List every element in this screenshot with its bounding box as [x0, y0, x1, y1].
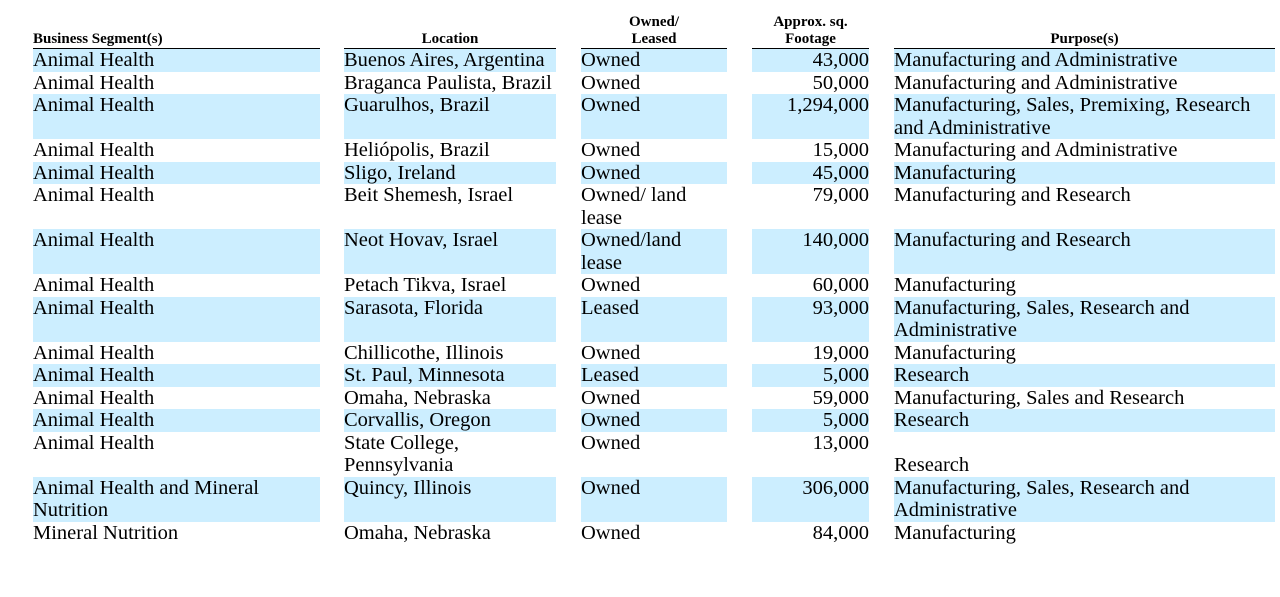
cell-purpose: Manufacturing, Sales, Research and Administrative	[894, 297, 1275, 342]
cell-purpose: Research	[894, 409, 1275, 432]
cell-owned-leased: Owned	[581, 72, 727, 95]
table-row	[33, 297, 1275, 342]
table-row	[33, 409, 1275, 432]
cell-segment: Animal Health	[33, 297, 320, 342]
header-sq-footage: Approx. sq. Footage	[752, 14, 869, 49]
cell-location: St. Paul, Minnesota	[344, 364, 556, 387]
cell-segment: Animal Health	[33, 387, 320, 410]
cell-owned-leased: Owned	[581, 94, 727, 139]
cell-location: Omaha, Nebraska	[344, 387, 556, 410]
cell-location: Sligo, Ireland	[344, 162, 556, 185]
header-segment: Business Segment(s)	[33, 14, 320, 49]
cell-sq-footage: 13,000	[752, 432, 869, 477]
table-row	[33, 477, 1275, 522]
cell-segment: Animal Health	[33, 162, 320, 185]
cell-owned-leased: Owned	[581, 409, 727, 432]
cell-purpose: Manufacturing	[894, 162, 1275, 185]
table-row	[33, 432, 1275, 477]
cell-sq-footage: 59,000	[752, 387, 869, 410]
cell-owned-leased: Owned	[581, 49, 727, 72]
cell-segment: Animal Health	[33, 229, 320, 274]
cell-location: Guarulhos, Brazil	[344, 94, 556, 139]
cell-segment: Animal Health	[33, 49, 320, 72]
cell-sq-footage: 19,000	[752, 342, 869, 365]
table-row	[33, 72, 1275, 95]
header-owned-leased: Owned/ Leased	[581, 14, 727, 49]
table-header-row	[33, 14, 1275, 49]
table-row	[33, 229, 1275, 274]
cell-sq-footage: 84,000	[752, 522, 869, 545]
table-row	[33, 342, 1275, 365]
cell-location: Corvallis, Oregon	[344, 409, 556, 432]
cell-purpose: Manufacturing	[894, 274, 1275, 297]
table-row	[33, 184, 1275, 229]
cell-purpose: Manufacturing, Sales, Research and Administrative	[894, 477, 1275, 522]
cell-purpose: Manufacturing and Administrative	[894, 49, 1275, 72]
cell-sq-footage: 306,000	[752, 477, 869, 522]
cell-owned-leased: Leased	[581, 297, 727, 342]
cell-owned-leased: Owned/land lease	[581, 229, 727, 274]
cell-sq-footage: 15,000	[752, 139, 869, 162]
cell-sq-footage: 79,000	[752, 184, 869, 229]
cell-purpose: Manufacturing and Research	[894, 184, 1275, 229]
cell-owned-leased: Owned/ land lease	[581, 184, 727, 229]
cell-segment: Animal Health	[33, 409, 320, 432]
cell-owned-leased: Owned	[581, 387, 727, 410]
cell-location: Beit Shemesh, Israel	[344, 184, 556, 229]
cell-segment: Animal Health	[33, 342, 320, 365]
cell-purpose: Manufacturing	[894, 342, 1275, 365]
table-row	[33, 522, 1275, 545]
cell-purpose: Manufacturing and Administrative	[894, 72, 1275, 95]
table-row	[33, 94, 1275, 139]
cell-location: Heliópolis, Brazil	[344, 139, 556, 162]
cell-sq-footage: 93,000	[752, 297, 869, 342]
table-row	[33, 162, 1275, 185]
header-purpose: Purpose(s)	[894, 14, 1275, 49]
cell-location: Quincy, Illinois	[344, 477, 556, 522]
header-location: Location	[344, 14, 556, 49]
cell-segment: Mineral Nutrition	[33, 522, 320, 545]
cell-segment: Animal Health	[33, 364, 320, 387]
cell-location: Chillicothe, Illinois	[344, 342, 556, 365]
cell-owned-leased: Owned	[581, 342, 727, 365]
cell-location: Buenos Aires, Argentina	[344, 49, 556, 72]
cell-location: Braganca Paulista, Brazil	[344, 72, 556, 95]
cell-sq-footage: 5,000	[752, 409, 869, 432]
cell-segment: Animal Health	[33, 184, 320, 229]
cell-segment: Animal Health and Mineral Nutrition	[33, 477, 320, 522]
cell-purpose: Research	[894, 364, 1275, 387]
cell-owned-leased: Owned	[581, 274, 727, 297]
cell-location: Omaha, Nebraska	[344, 522, 556, 545]
cell-purpose: Manufacturing	[894, 522, 1275, 545]
properties-table	[33, 14, 1275, 544]
table-row	[33, 387, 1275, 410]
cell-sq-footage: 5,000	[752, 364, 869, 387]
table-row	[33, 274, 1275, 297]
table-row	[33, 364, 1275, 387]
cell-segment: Animal Health	[33, 432, 320, 477]
cell-owned-leased: Owned	[581, 522, 727, 545]
table-row	[33, 49, 1275, 72]
cell-owned-leased: Owned	[581, 162, 727, 185]
cell-sq-footage: 43,000	[752, 49, 869, 72]
cell-sq-footage: 1,294,000	[752, 94, 869, 139]
cell-owned-leased: Leased	[581, 364, 727, 387]
cell-sq-footage: 45,000	[752, 162, 869, 185]
cell-location: Petach Tikva, Israel	[344, 274, 556, 297]
cell-sq-footage: 50,000	[752, 72, 869, 95]
cell-segment: Animal Health	[33, 94, 320, 139]
cell-sq-footage: 140,000	[752, 229, 869, 274]
cell-segment: Animal Health	[33, 139, 320, 162]
cell-location: Sarasota, Florida	[344, 297, 556, 342]
table-row	[33, 139, 1275, 162]
cell-purpose: Manufacturing and Research	[894, 229, 1275, 274]
cell-purpose: Research	[894, 432, 1275, 477]
cell-location: State College, Pennsylvania	[344, 432, 556, 477]
cell-owned-leased: Owned	[581, 139, 727, 162]
cell-purpose: Manufacturing, Sales, Premixing, Research and Administrative	[894, 94, 1275, 139]
cell-segment: Animal Health	[33, 274, 320, 297]
cell-location: Neot Hovav, Israel	[344, 229, 556, 274]
cell-purpose: Manufacturing and Administrative	[894, 139, 1275, 162]
cell-owned-leased: Owned	[581, 432, 727, 477]
cell-segment: Animal Health	[33, 72, 320, 95]
table-body	[33, 49, 1275, 544]
cell-purpose: Manufacturing, Sales and Research	[894, 387, 1275, 410]
cell-sq-footage: 60,000	[752, 274, 869, 297]
cell-owned-leased: Owned	[581, 477, 727, 522]
